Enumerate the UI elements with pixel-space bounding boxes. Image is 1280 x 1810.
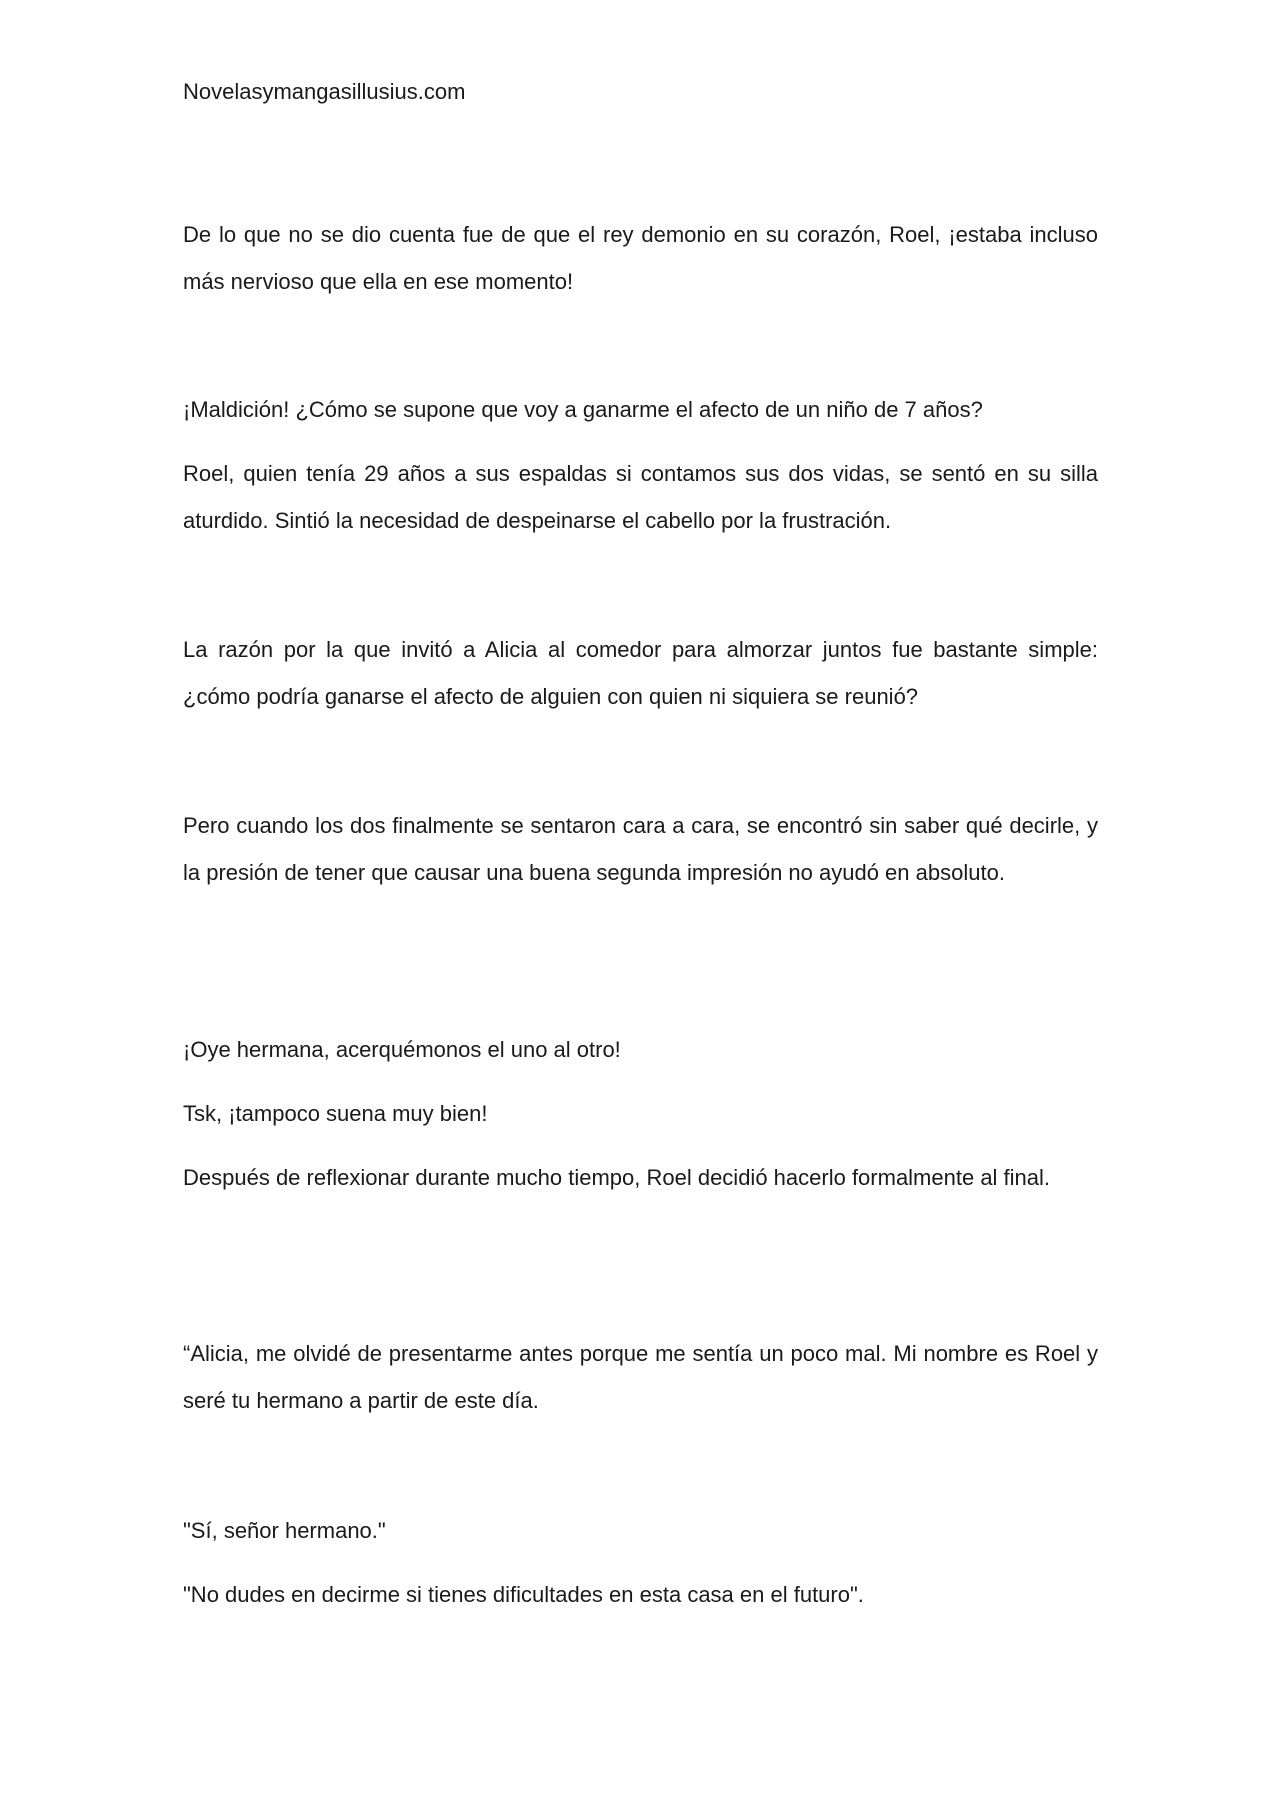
paragraph: La razón por la que invitó a Alicia al comedor para almorzar juntos fue bastante simple: ¿cómo podría ganarse el afecto de alguien con quien ni siquiera se reunió? — [183, 637, 1098, 709]
paragraph: Después de reflexionar durante mucho tiempo, Roel decidió hacerlo formalmente al final. — [183, 1165, 1051, 1190]
paragraph: ¡Maldición! ¿Cómo se supone que voy a ganarme el afecto de un niño de 7 años? — [183, 397, 983, 422]
paragraph: Roel, quien tenía 29 años a sus espaldas si contamos sus dos vidas, se sentó en su silla aturdido. Sintió la necesidad de despeinarse el cabello por la frustración. — [183, 461, 1098, 533]
site-header: Novelasymangasillusius.com — [183, 79, 466, 104]
paragraph: “Alicia, me olvidé de presentarme antes porque me sentía un poco mal. Mi nombre es Roel y seré tu hermano a partir de este día. — [183, 1341, 1098, 1413]
paragraph: "Sí, señor hermano." — [183, 1518, 386, 1543]
paragraph: "No dudes en decirme si tienes dificultades en esta casa en el futuro". — [183, 1582, 864, 1607]
paragraph: Pero cuando los dos finalmente se sentaron cara a cara, se encontró sin saber qué decirle, y la presión de tener que causar una buena segunda impresión no ayudó en absoluto. — [183, 813, 1098, 885]
paragraph: Tsk, ¡tampoco suena muy bien! — [183, 1101, 488, 1126]
paragraph: De lo que no se dio cuenta fue de que el rey demonio en su corazón, Roel, ¡estaba incluso más nervioso que ella en ese momento! — [183, 222, 1098, 294]
paragraph: ¡Oye hermana, acerquémonos el uno al otro! — [183, 1037, 621, 1062]
